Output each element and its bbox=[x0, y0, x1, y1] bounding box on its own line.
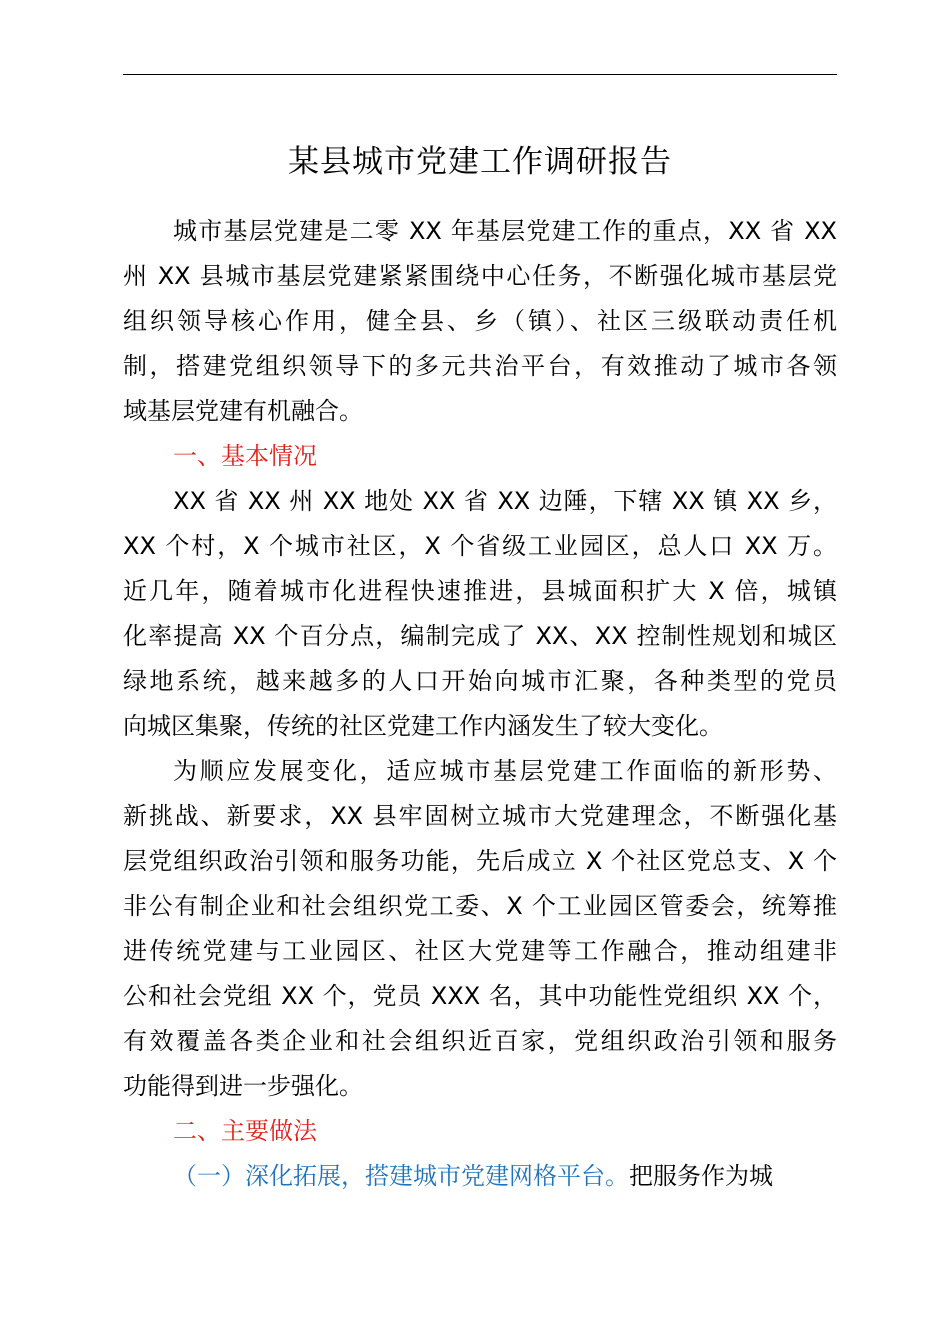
text-line: 州 XX 县城市基层党建紧紧围绕中心任务，不断强化城市基层党 bbox=[123, 262, 837, 290]
document-body bbox=[123, 209, 837, 1199]
text-line: 制，搭建党组织领导下的多元共治平台，有效推动了城市各领 bbox=[123, 352, 837, 380]
text-line: 向城区集聚，传统的社区党建工作内涵发生了较大变化。 bbox=[123, 712, 723, 740]
text-line: 近几年，随着城市化进程快速推进，县城面积扩大 X 倍，城镇 bbox=[123, 577, 837, 605]
text-line: 新挑战、新要求，XX 县牢固树立城市大党建理念，不断强化基 bbox=[123, 802, 837, 830]
header-rule bbox=[123, 74, 837, 75]
subsection-line bbox=[123, 1154, 837, 1199]
text-line: 绿地系统，越来越多的人口开始向城市汇聚，各种类型的党员 bbox=[123, 667, 837, 695]
section-heading: 一、基本情况 bbox=[173, 442, 317, 470]
subsection-heading: （一）深化拓展，搭建城市党建网格平台。 bbox=[173, 1162, 629, 1190]
section-heading: 二、主要做法 bbox=[173, 1117, 317, 1145]
text-line: 域基层党建有机融合。 bbox=[123, 397, 363, 425]
text-line: 组织领导核心作用，健全县、乡（镇）、社区三级联动责任机 bbox=[123, 307, 837, 335]
text-line: XX 个村，X 个城市社区，X 个省级工业园区，总人口 XX 万。 bbox=[123, 532, 837, 560]
text-line: 化率提高 XX 个百分点，编制完成了 XX、XX 控制性规划和城区 bbox=[123, 622, 837, 650]
document-title: 某县城市党建工作调研报告 bbox=[288, 144, 672, 180]
text-line: 公和社会党组 XX 个，党员 XXX 名，其中功能性党组织 XX 个， bbox=[123, 982, 837, 1010]
text-line: 进传统党建与工业园区、社区大党建等工作融合，推动组建非 bbox=[123, 937, 837, 965]
text-line: 功能得到进一步强化。 bbox=[123, 1072, 363, 1100]
text-line: 有效覆盖各类企业和社会组织近百家，党组织政治引领和服务 bbox=[123, 1027, 837, 1055]
text-line: 层党组织政治引领和服务功能，先后成立 X 个社区党总支、X 个 bbox=[123, 847, 837, 875]
text-line: XX 省 XX 州 XX 地处 XX 省 XX 边陲，下辖 XX 镇 XX 乡， bbox=[173, 487, 837, 515]
text-span: 把服务作为城 bbox=[629, 1162, 773, 1190]
text-line: 城市基层党建是二零 XX 年基层党建工作的重点，XX 省 XX bbox=[173, 217, 837, 245]
text-line: 非公有制企业和社会组织党工委、X 个工业园区管委会，统筹推 bbox=[123, 892, 837, 920]
text-line: 为顺应发展变化，适应城市基层党建工作面临的新形势、 bbox=[173, 757, 837, 785]
